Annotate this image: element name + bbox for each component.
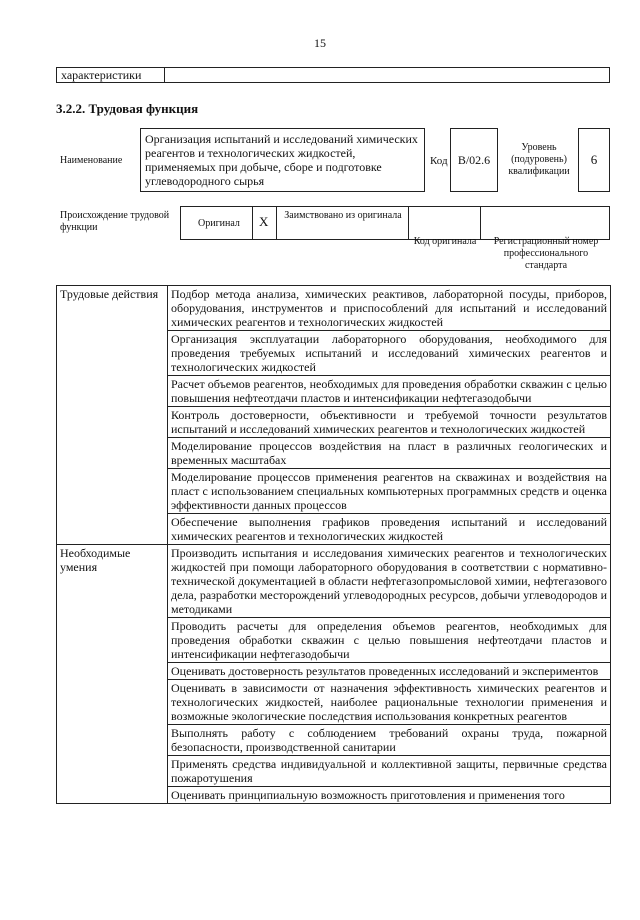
previous-table-strip (56, 67, 610, 83)
table-row (57, 545, 611, 618)
borrowed-label: Заимствовано из оригинала (284, 210, 402, 221)
original-mark: X (259, 214, 269, 229)
row-item: Производить испытания и исследования химических реагентов и технологических жидкостей при помощи лабораторного оборудования в соответствии с нормативно-технической документацией в области нефтегазопромысловой химии, нефтегазового дела, разработки месторождений углеводородных ресурсов, добычи углеводородов и методиками (168, 545, 611, 618)
section-title: 3.2.2. Трудовая функция (56, 101, 199, 116)
origin-mark-cell (253, 207, 277, 239)
function-details-table (56, 285, 611, 804)
level-label: Уровень (подуровень) квалификации (508, 142, 570, 177)
code-original-label: Код оригинала (413, 236, 477, 247)
row-item: Применять средства индивидуальной и коллективной защиты, первичные средства пожаротушения (168, 756, 611, 787)
row-category: Необходимые умения (57, 545, 168, 804)
origin-table (180, 206, 610, 240)
page-number: 15 (314, 36, 326, 50)
characteristics-cell: характеристики (57, 68, 165, 82)
origin-code-cell (409, 207, 481, 239)
name-label: Наименование (60, 155, 123, 166)
row-item: Оценивать в зависимости от назначения эффективность химических реагентов и технологических жидкостей, наиболее рациональные технологии применения и возможные экологические последствия использования конкретных реагентов (168, 680, 611, 725)
table-row (57, 286, 611, 331)
row-item: Проводить расчеты для определения объемов реагентов, необходимых для проведения обработки скважин с целью повышения нефтеотдачи пластов и интенсификации нефтегазодобычи (168, 618, 611, 663)
row-item: Оценивать достоверность результатов проведенных исследований и экспериментов (168, 663, 611, 680)
row-item: Контроль достоверности, объективности и требуемой точности результатов испытаний и исследований химических реагентов и технологических жидкостей (168, 407, 611, 438)
row-item: Моделирование процессов применения реагентов на скважинах и воздействия на пласт с использованием специальных компьютерных программных средств и оценка эффективности данных процессов (168, 469, 611, 514)
code-label: Код (430, 155, 448, 167)
row-item: Моделирование процессов воздействия на пласт в различных геологических и временных масштабах (168, 438, 611, 469)
row-item: Расчет объемов реагентов, необходимых для проведения обработки скважин с целью повышения нефтеотдачи пластов и интенсификации нефтегазодобычи (168, 376, 611, 407)
reg-number-label: Регистрационный номер профессионального стандарта (493, 236, 599, 271)
row-category: Трудовые действия (57, 286, 168, 545)
row-item: Подбор метода анализа, химических реактивов, лабораторной посуды, приборов, оборудования, инструментов и приспособлений для испытаний и исследований химических реагентов и технологических жидкостей (168, 286, 611, 331)
row-item: Организация эксплуатации лабораторного оборудования, необходимого для проведения требуемых испытаний и исследований химических реагентов и технологических жидкостей (168, 331, 611, 376)
row-item: Обеспечение выполнения графиков проведения испытаний и исследований химических реагентов и технологических жидкостей (168, 514, 611, 545)
origin-borrowed-cell (277, 207, 409, 239)
original-label: Оригинал (198, 218, 240, 229)
qualification-level-box: 6 (578, 128, 610, 192)
function-name-box: Организация испытаний и исследований химических реагентов и технологических жидкостей, применяемых при добыче, сборе и подготовке углеводородного сырья (140, 128, 425, 192)
origin-label: Происхождение трудовой функции (60, 210, 170, 233)
function-code-box: B/02.6 (450, 128, 498, 192)
row-item: Выполнять работу с соблюдением требований охраны труда, пожарной безопасности, производственной санитарии (168, 725, 611, 756)
origin-original-cell (181, 207, 253, 239)
row-item: Оценивать принципиальную возможность приготовления и применения того (168, 787, 611, 804)
